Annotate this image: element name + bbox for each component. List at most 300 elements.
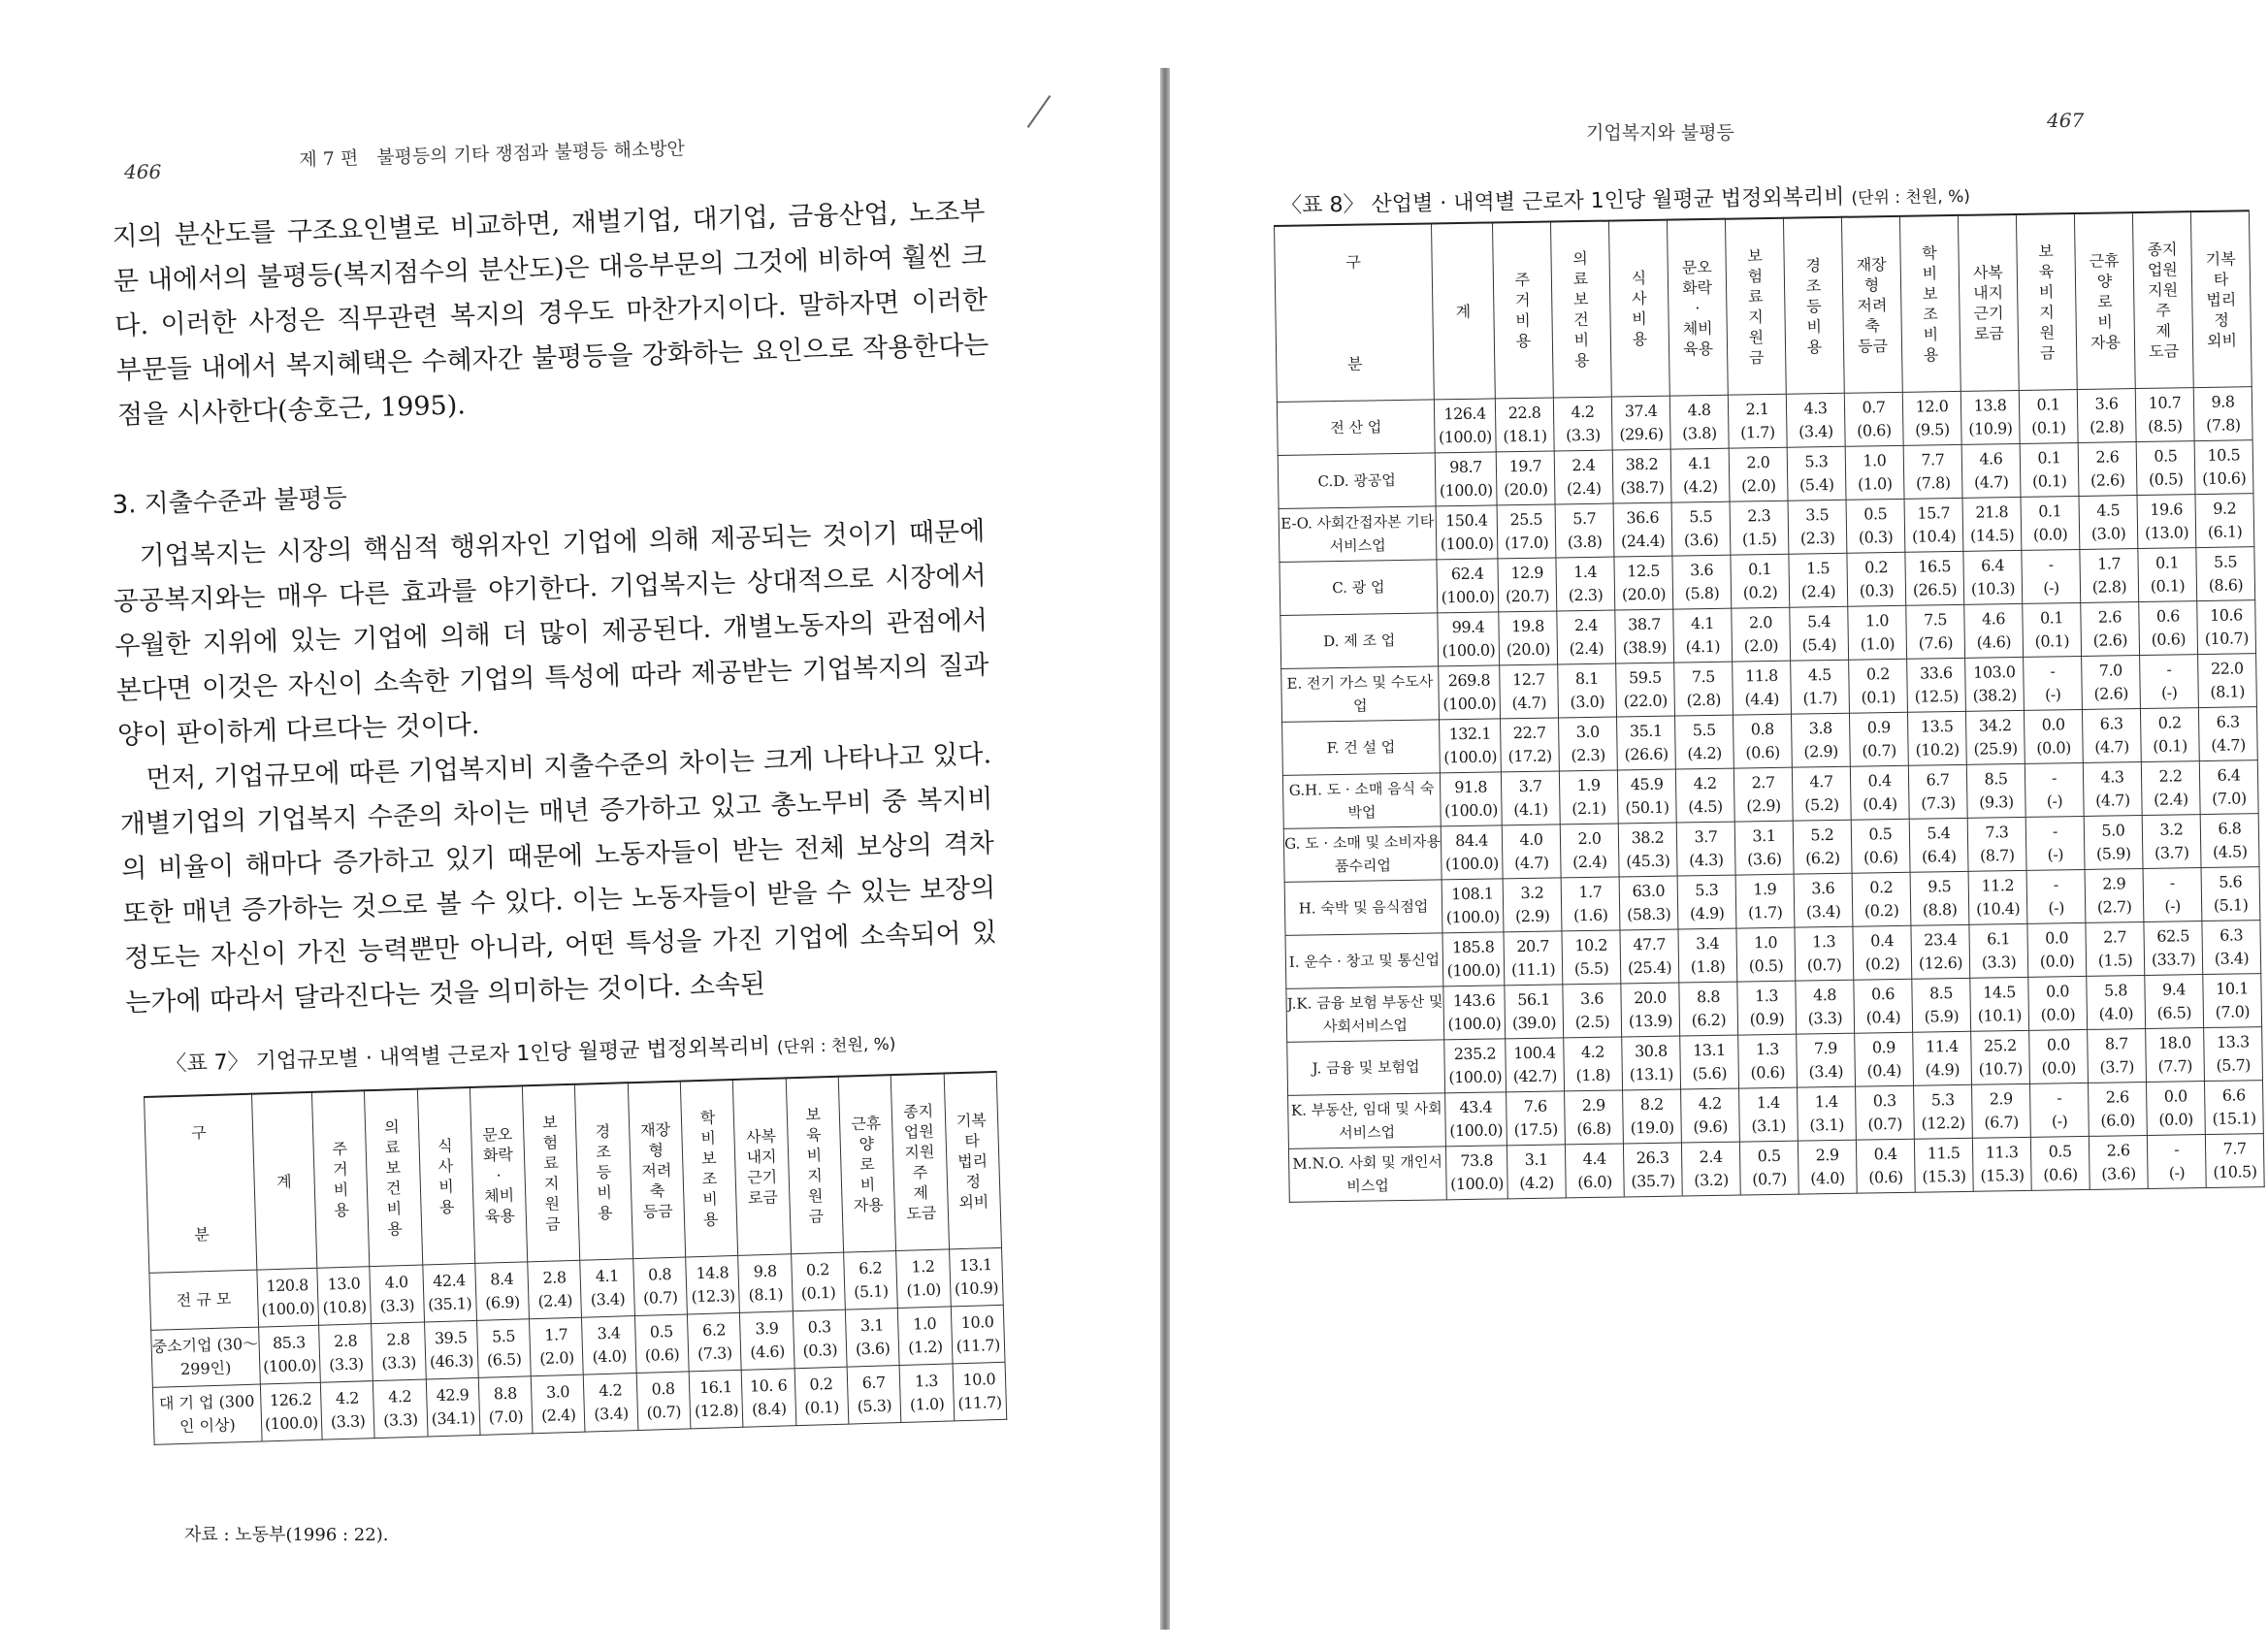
cell-percent: (11.7) — [957, 1392, 1002, 1413]
cell-percent: (5.4) — [1798, 474, 1834, 495]
col-header-2: 의 료 보 건 비 용 — [1550, 221, 1611, 398]
cell-percent: (100.0) — [1443, 800, 1499, 821]
cell-percent: (10.6) — [2202, 469, 2247, 488]
cell-value: 10.0 — [962, 1370, 996, 1390]
table-cell — [1506, 1038, 1565, 1092]
table-cell — [1498, 558, 1557, 612]
table-cell — [951, 1305, 1005, 1364]
cell-value: 21.8 — [1975, 502, 2009, 522]
cell-value: 16.5 — [1918, 557, 1952, 576]
cell-percent: (10.9) — [954, 1277, 999, 1299]
table-cell — [1736, 927, 1796, 982]
table-cell — [1564, 1037, 1623, 1091]
table-cell — [689, 1370, 743, 1429]
table-cell — [1966, 763, 2025, 818]
cell-value: 0.0 — [2041, 715, 2065, 734]
cell-percent: (12.2) — [1921, 1113, 1965, 1133]
cell-percent: (13.1) — [1629, 1064, 1673, 1084]
cell-value: 26.3 — [1636, 1148, 1669, 1168]
cell-value: 2.1 — [1745, 400, 1769, 419]
cell-percent: (0.1) — [2150, 576, 2186, 596]
cell-percent: (38.9) — [1622, 637, 1668, 658]
cell-value: 91.8 — [1454, 777, 1488, 797]
table-cell — [2029, 1029, 2089, 1083]
cell-percent: (2.5) — [1574, 1012, 1610, 1032]
col-header-3: 식 사 비 용 — [417, 1087, 475, 1265]
cell-percent: (-) — [2051, 1112, 2068, 1131]
cell-percent: (7.0) — [2215, 1002, 2251, 1021]
col-header-2: 의 료 보 건 비 용 — [365, 1089, 423, 1267]
cell-percent: (3.3) — [1807, 1008, 1843, 1028]
cell-percent: (4.0) — [2098, 1004, 2134, 1023]
table-cell — [949, 1247, 1003, 1307]
table-cell — [1504, 931, 1563, 986]
table8-unit: (단위 : 천원, %) — [1851, 186, 1971, 209]
cell-value: 6.3 — [2099, 714, 2123, 733]
cell-value: 3.4 — [1696, 933, 1720, 954]
table-cell — [256, 1268, 318, 1327]
table-cell — [2019, 390, 2078, 444]
table-cell — [1555, 503, 1614, 558]
cell-value: 45.9 — [1630, 774, 1664, 794]
cell-percent: (26.5) — [1912, 579, 1958, 599]
cell-percent: (8.7) — [1979, 846, 2015, 865]
cell-value: 0.2 — [2157, 713, 2182, 732]
table-cell — [580, 1259, 634, 1318]
table-cell — [1554, 450, 1613, 504]
table-cell — [1563, 984, 1622, 1038]
cell-percent: (4.1) — [1513, 799, 1548, 820]
row-label: C.D. 광공업 — [1278, 453, 1436, 509]
cell-value: 5.4 — [1806, 612, 1831, 631]
cell-percent: (0.2) — [1742, 582, 1778, 602]
cell-value: 6.1 — [1987, 929, 2011, 949]
cell-value: 4.1 — [1688, 453, 1712, 473]
cell-percent: (4.6) — [750, 1342, 786, 1362]
cell-value: 4.6 — [1979, 449, 2003, 469]
cell-percent: (3.3) — [381, 1352, 417, 1373]
table-cell — [1911, 924, 1970, 979]
table-cell — [1673, 608, 1733, 663]
row-label: G. 도 · 소매 및 소비자용품수리업 — [1283, 826, 1442, 883]
cell-percent: (11.7) — [956, 1335, 1001, 1356]
cell-percent: (2.0) — [1743, 635, 1779, 656]
table-cell — [1497, 504, 1556, 559]
table-cell — [1906, 604, 1965, 659]
cell-value: 12.9 — [1510, 563, 1544, 583]
table-cell — [1903, 444, 1962, 499]
cell-percent: (6.8) — [1576, 1118, 1612, 1139]
table-cell — [2140, 655, 2199, 709]
row-label: G.H. 도 · 소매 음식 숙박업 — [1282, 773, 1441, 829]
cell-value: 6.2 — [858, 1258, 883, 1278]
table-cell — [1503, 878, 1562, 932]
table-cell — [1556, 557, 1615, 611]
table-cell — [2026, 869, 2086, 923]
table-cell — [1970, 977, 2029, 1031]
table8 — [1274, 210, 2265, 1203]
cell-percent: (4.2) — [1682, 476, 1718, 497]
table-cell — [1499, 611, 1558, 665]
row-label: J.K. 금융 보험 부동산 및 사회서비스업 — [1286, 986, 1444, 1043]
table-cell — [1680, 1035, 1739, 1089]
table-cell — [370, 1265, 424, 1324]
table-cell — [1502, 824, 1561, 879]
cell-percent: (-) — [2160, 683, 2178, 702]
section-heading: 3. 지출수준과 불평등 — [112, 483, 348, 520]
table-cell — [1789, 553, 1848, 607]
table-cell — [1786, 393, 1845, 447]
cell-value: 35.1 — [1629, 721, 1663, 741]
cell-value: 0.1 — [2036, 395, 2060, 414]
cell-value: 0.8 — [651, 1378, 675, 1399]
table-cell — [2199, 760, 2258, 815]
cell-value: 0.4 — [1867, 771, 1892, 791]
cell-percent: (24.4) — [1620, 531, 1666, 551]
cell-value: 5.6 — [2219, 872, 2243, 891]
cell-percent: (4.9) — [1689, 903, 1725, 923]
cell-value: 4.7 — [1809, 772, 1833, 792]
cell-value: - — [2052, 822, 2058, 841]
cell-percent: (12.8) — [694, 1400, 739, 1421]
cell-value: 10.7 — [2148, 393, 2182, 412]
table-cell — [1902, 391, 1961, 445]
cell-value: 38.7 — [1628, 614, 1661, 634]
cell-value: 0.1 — [2038, 501, 2062, 521]
page-number-left: 466 — [124, 160, 162, 183]
cell-value: 23.4 — [1924, 930, 1958, 950]
table-cell — [1733, 661, 1792, 715]
cell-percent: (4.7) — [2095, 791, 2130, 810]
table-cell — [1849, 712, 1908, 766]
col-header-9: 사복 내지 근기 로금 — [733, 1078, 792, 1255]
table-cell — [1440, 719, 1502, 773]
cell-value: 5.3 — [1695, 880, 1719, 900]
cell-percent: (10.1) — [1977, 1005, 2023, 1025]
cell-percent: (100.0) — [264, 1412, 319, 1434]
cell-value: 4.8 — [1687, 400, 1711, 420]
cell-percent: (15.1) — [2212, 1109, 2256, 1128]
cell-value: 11.4 — [1925, 1037, 1959, 1056]
cell-percent: (3.4) — [1805, 901, 1841, 922]
col-header-category: 구 분 — [145, 1094, 257, 1274]
cell-percent: (0.0) — [2158, 1110, 2193, 1129]
table7-title — [165, 1026, 896, 1078]
table-cell — [1496, 451, 1555, 505]
cell-value: 7.5 — [1923, 610, 1948, 630]
table-cell — [2203, 974, 2262, 1028]
cell-percent: (2.6) — [2093, 684, 2129, 703]
table-cell — [1440, 772, 1502, 826]
table-cell — [1796, 980, 1855, 1034]
table-cell — [1681, 1088, 1740, 1143]
cell-value: 4.2 — [387, 1386, 412, 1406]
table-cell — [1677, 875, 1736, 929]
source-note: 자료 : 노동부(1996 : 22). — [184, 1525, 389, 1545]
cell-percent: (3.3) — [382, 1409, 418, 1430]
cell-value: 13.1 — [958, 1255, 992, 1276]
cell-value: 5.5 — [491, 1326, 516, 1346]
cell-percent: (2.7) — [2096, 897, 2132, 917]
col-header-7: 재장 형 저려 축 등금 — [1841, 216, 1902, 393]
cell-value: 4.2 — [1571, 402, 1595, 422]
table-cell — [1849, 659, 1908, 713]
cell-percent: (3.4) — [1798, 421, 1833, 441]
table-cell — [1562, 930, 1621, 985]
cell-percent: (3.3) — [1981, 953, 2017, 972]
table-cell — [2141, 761, 2200, 816]
cell-value: 13.8 — [1973, 396, 2007, 415]
table-cell — [2021, 496, 2080, 550]
table-cell — [2082, 656, 2141, 710]
cell-percent: (3.7) — [2099, 1057, 2135, 1077]
cell-value: 4.2 — [335, 1388, 360, 1408]
cell-value: 5.4 — [1927, 824, 1951, 843]
table-cell — [1439, 665, 1501, 720]
table-cell — [1853, 925, 1912, 980]
cell-percent: (0.1) — [2031, 471, 2067, 491]
cell-percent: (4.7) — [2211, 735, 2246, 755]
table-cell — [2083, 762, 2142, 817]
cell-value: 7.9 — [1813, 1038, 1838, 1058]
cell-percent: (0.5) — [1748, 955, 1784, 976]
table-cell — [1851, 819, 1910, 873]
table-cell — [320, 1381, 374, 1440]
row-label: H. 숙박 및 음식점업 — [1284, 880, 1442, 936]
table7 — [144, 1071, 1007, 1445]
cell-value: 0.6 — [2155, 606, 2181, 626]
cell-value: 100.4 — [1513, 1043, 1556, 1063]
cell-percent: (-) — [2048, 898, 2064, 918]
cell-percent: (3.4) — [2214, 949, 2250, 968]
cell-value: 19.8 — [1511, 616, 1544, 636]
cell-value: 0.9 — [1866, 718, 1891, 737]
table-cell — [1844, 392, 1903, 446]
cell-percent: (0.7) — [1867, 1114, 1902, 1134]
cell-value: 1.7 — [544, 1325, 568, 1344]
cell-value: 2.9 — [1581, 1095, 1605, 1116]
cell-percent: (9.3) — [1979, 792, 2014, 812]
cell-value: 0.5 — [1757, 1146, 1781, 1166]
cell-value: 0.2 — [805, 1260, 830, 1279]
cell-value: 1.7 — [1578, 882, 1603, 902]
table-cell — [422, 1263, 476, 1322]
cell-value: 38.2 — [1625, 454, 1659, 474]
cell-percent: (2.4) — [537, 1290, 573, 1311]
table-cell — [2024, 709, 2083, 763]
col-header-11: 근휴 양 로 비 자용 — [838, 1075, 896, 1252]
table-cell — [1565, 1090, 1624, 1145]
cell-value: 20.0 — [1634, 987, 1668, 1008]
cell-percent: (12.3) — [691, 1286, 735, 1307]
table-cell — [1674, 662, 1733, 716]
cell-percent: (-) — [2044, 685, 2061, 704]
cell-value: 2.6 — [2106, 1141, 2130, 1160]
cell-value: 22.7 — [1512, 723, 1546, 743]
table-cell — [1681, 1142, 1740, 1196]
table-cell — [1907, 711, 1966, 765]
cell-percent: (6.9) — [484, 1292, 520, 1312]
table-cell — [1969, 923, 2028, 978]
table-cell — [2087, 975, 2146, 1029]
table-cell — [844, 1251, 898, 1310]
left-page — [0, 0, 1125, 1649]
col-header-8: 학 비 보 조 비 용 — [680, 1080, 738, 1257]
col-header-12: 종지 업원 지원 주 제 도금 — [2132, 211, 2193, 388]
table-cell — [1444, 1039, 1507, 1093]
cell-percent: (6.2) — [1804, 848, 1840, 868]
cell-value: 63.0 — [1632, 881, 1666, 901]
cell-percent: (20.7) — [1505, 586, 1550, 606]
table-cell — [2138, 548, 2197, 602]
col-header-10: 보 육 비 지 원 금 — [2016, 213, 2077, 390]
table-cell — [2143, 868, 2202, 922]
table-cell — [1617, 769, 1676, 824]
cell-percent: (20.0) — [1504, 479, 1548, 500]
cell-value: 20.7 — [1516, 936, 1550, 956]
cell-percent: (6.1) — [2207, 522, 2243, 541]
cell-value: 19.7 — [1508, 456, 1542, 476]
cell-percent: (5.6) — [1692, 1063, 1728, 1083]
cell-percent: (0.0) — [2039, 952, 2075, 971]
cell-value: 0.0 — [2045, 928, 2069, 948]
cell-percent: (3.7) — [2154, 843, 2189, 862]
cell-value: 6.3 — [2216, 712, 2240, 731]
cell-percent: (2.3) — [1568, 585, 1604, 605]
table-cell — [2135, 388, 2194, 442]
table-cell — [258, 1325, 320, 1384]
table-cell — [1565, 1144, 1624, 1198]
cell-value: 2.0 — [1748, 612, 1773, 632]
cell-value: 1.4 — [1814, 1091, 1838, 1112]
table-cell — [1791, 660, 1850, 714]
cell-percent: (3.8) — [1682, 423, 1717, 443]
cell-value: 2.7 — [2103, 927, 2127, 947]
cell-value: 6.4 — [2217, 765, 2241, 785]
table-cell — [898, 1307, 953, 1366]
table-cell — [2085, 869, 2144, 923]
cell-percent: (4.6) — [1976, 632, 2012, 652]
table-cell — [2025, 762, 2084, 817]
cell-value: 3.1 — [859, 1315, 885, 1336]
cell-value: 5.5 — [1689, 506, 1713, 527]
table-cell — [1729, 447, 1788, 501]
table-cell — [741, 1369, 795, 1428]
cell-percent: (2.4) — [1569, 638, 1604, 659]
cell-value: 25.2 — [1983, 1036, 2017, 1055]
table-cell — [2204, 1081, 2263, 1135]
cell-value: 36.6 — [1626, 507, 1660, 528]
cell-percent: (5.4) — [1801, 634, 1837, 655]
cell-percent: (3.8) — [1567, 532, 1603, 552]
cell-value: 3.1 — [1524, 1149, 1548, 1170]
table-cell — [1909, 818, 1968, 872]
table-cell — [1728, 394, 1787, 448]
cell-value: 10.2 — [1574, 935, 1608, 955]
cell-value: 0.2 — [1865, 664, 1890, 684]
cell-value: 99.4 — [1451, 617, 1485, 637]
table-cell — [1964, 603, 2024, 658]
cell-percent: (3.3) — [330, 1411, 366, 1432]
table-cell — [2202, 921, 2261, 975]
cell-percent: (100.0) — [1443, 747, 1498, 767]
cell-value: 4.5 — [2096, 501, 2121, 520]
cell-percent: (100.0) — [1444, 854, 1499, 874]
cell-value: 13.5 — [1920, 717, 1954, 736]
table-cell — [1507, 1145, 1566, 1199]
cell-percent: (3.1) — [1751, 1116, 1787, 1136]
cell-value: - — [2057, 1088, 2062, 1108]
cell-percent: (10.7) — [1978, 1058, 2023, 1079]
table-cell — [1442, 932, 1505, 986]
col-header-13: 기복 타 법리 정 외비 — [944, 1072, 1002, 1249]
table-cell — [2025, 816, 2085, 870]
cell-value: 0.6 — [1870, 985, 1895, 1004]
cell-percent: (0.7) — [646, 1402, 682, 1422]
cell-value: - — [2051, 768, 2057, 788]
cell-percent: (4.7) — [1973, 472, 2009, 492]
cell-value: 1.3 — [914, 1371, 939, 1391]
table-cell — [1907, 658, 1966, 712]
cell-percent: (12.5) — [1914, 686, 1959, 706]
table-cell — [1622, 1036, 1681, 1090]
table-cell — [686, 1255, 740, 1314]
table-cell — [1967, 817, 2026, 871]
table-cell — [1676, 822, 1735, 876]
cell-value: 2.3 — [1747, 505, 1771, 526]
table-cell — [1904, 498, 1963, 552]
col-header-1: 주 거 비 용 — [1492, 222, 1553, 399]
table-cell — [260, 1382, 322, 1441]
cell-value: 2.9 — [1989, 1089, 2013, 1109]
cell-percent: (2.8) — [2091, 577, 2127, 597]
cell-value: 2.8 — [542, 1268, 567, 1287]
cell-value: 0.8 — [647, 1264, 672, 1284]
cell-percent: (5.2) — [1804, 794, 1839, 815]
cell-value: 37.4 — [1624, 401, 1658, 421]
cell-value: 14.5 — [1983, 983, 2016, 1002]
row-label: J. 금융 및 보험업 — [1287, 1040, 1445, 1096]
cell-value: 13.1 — [1692, 1040, 1726, 1060]
cell-percent: (100.0) — [1441, 587, 1495, 607]
cell-value: 12.0 — [1915, 397, 1949, 416]
table-cell — [1733, 767, 1793, 822]
cell-percent: (2.0) — [539, 1347, 574, 1369]
table-cell — [1788, 500, 1847, 554]
table-cell — [1500, 664, 1559, 719]
cell-percent: (0.3) — [802, 1340, 838, 1360]
cell-percent: (4.5) — [1688, 796, 1723, 817]
table-cell — [2196, 547, 2255, 601]
cell-value: - — [2053, 875, 2058, 894]
table-cell — [1620, 929, 1679, 984]
cell-percent: (0.0) — [2040, 1005, 2076, 1024]
cell-value: 5.3 — [1804, 452, 1829, 471]
table-cell — [1442, 879, 1504, 933]
cell-percent: (100.0) — [261, 1298, 315, 1319]
cell-percent: (15.3) — [1922, 1166, 1966, 1186]
cell-percent: (100.0) — [1442, 694, 1497, 714]
cell-percent: (22.0) — [1623, 691, 1668, 711]
cell-percent: (2.8) — [2090, 417, 2124, 436]
cell-percent: (4.7) — [1513, 853, 1549, 873]
cell-percent: (2.4) — [2154, 790, 2188, 809]
cell-value: 22.0 — [2210, 659, 2244, 678]
table-cell — [1963, 550, 2023, 604]
table-cell — [2020, 443, 2079, 498]
table-cell — [899, 1364, 954, 1423]
table-cell — [1850, 765, 1909, 820]
